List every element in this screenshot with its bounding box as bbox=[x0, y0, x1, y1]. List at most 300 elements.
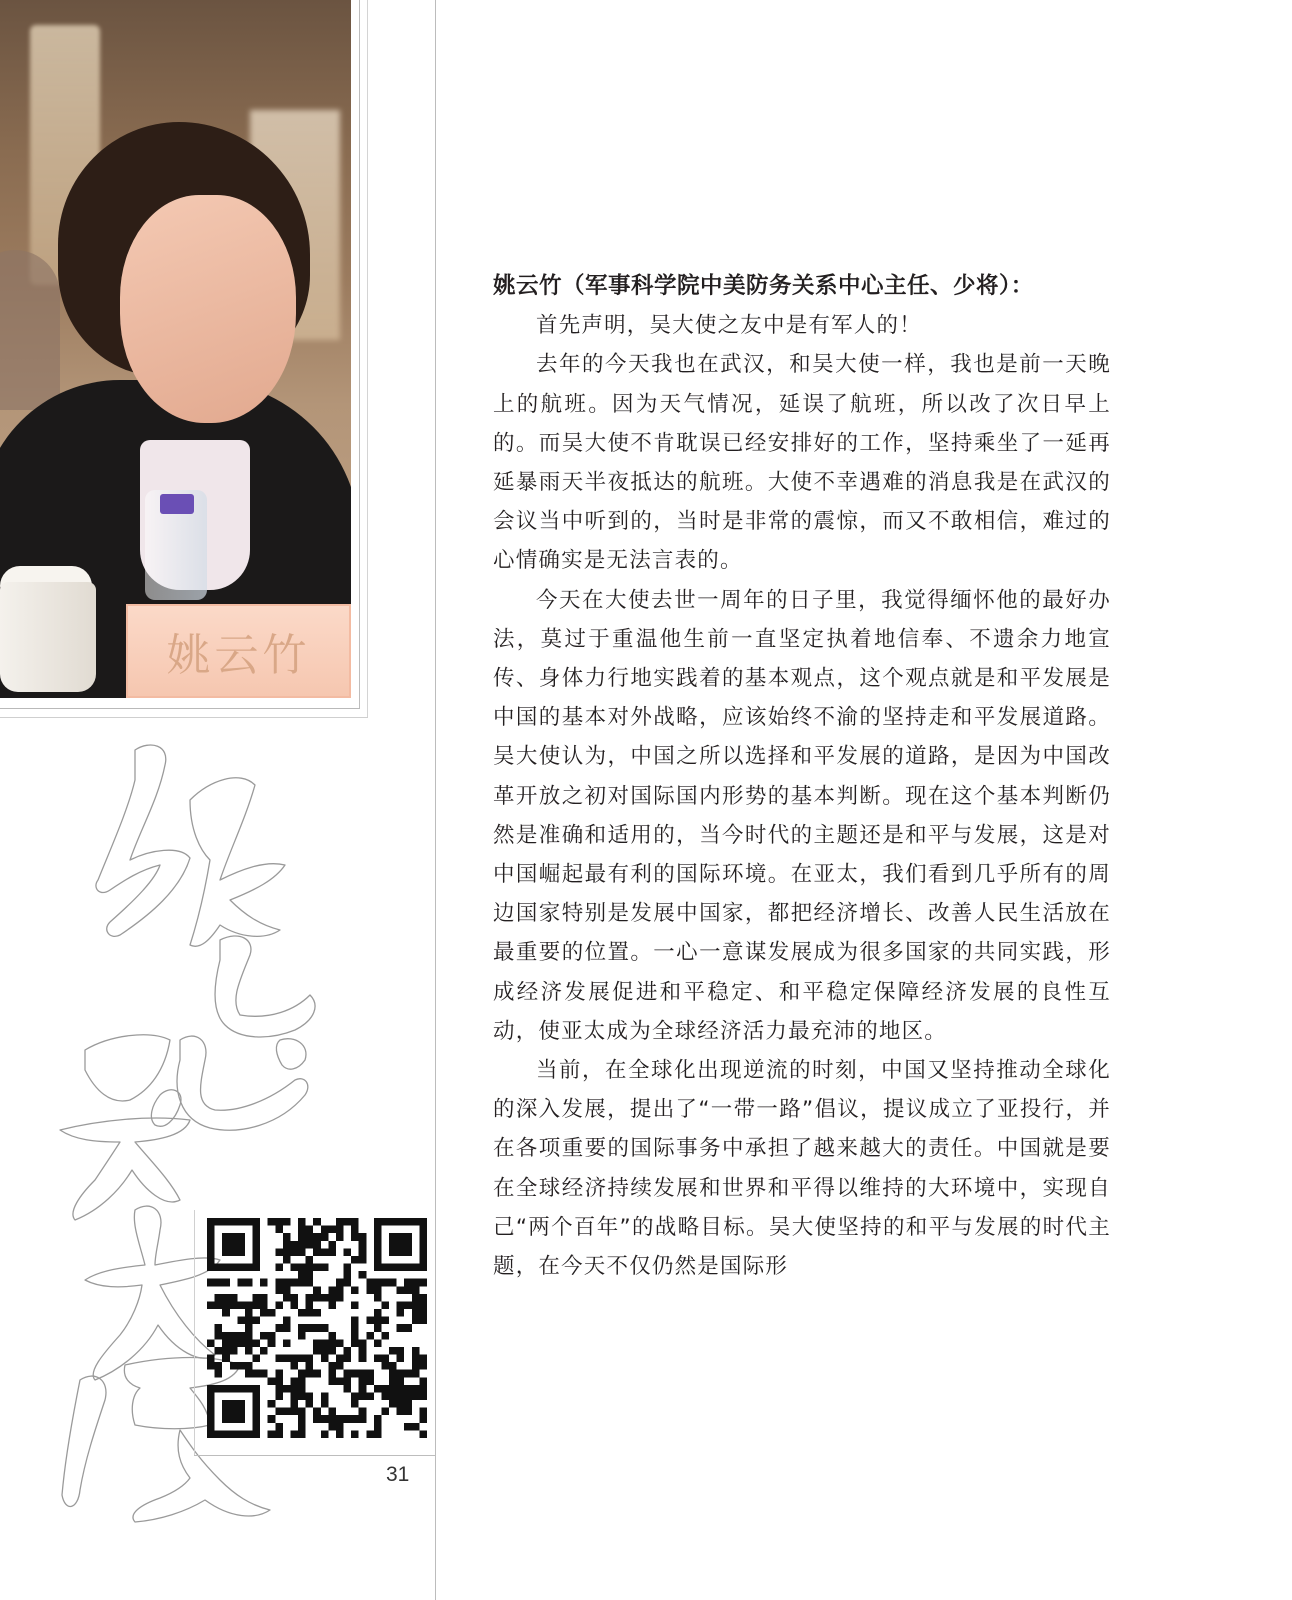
qr-module bbox=[215, 1332, 223, 1340]
photo-frame-line bbox=[0, 717, 368, 718]
qr-module bbox=[344, 1370, 352, 1378]
qr-module bbox=[275, 1324, 283, 1332]
qr-module bbox=[298, 1264, 306, 1272]
photo-frame-line bbox=[359, 0, 360, 709]
qr-module bbox=[298, 1430, 306, 1438]
qr-module bbox=[222, 1233, 230, 1241]
qr-module bbox=[207, 1339, 215, 1347]
qr-module bbox=[419, 1415, 427, 1423]
qr-module bbox=[245, 1339, 253, 1347]
page-number: 31 bbox=[386, 1463, 410, 1486]
qr-module bbox=[419, 1226, 427, 1234]
qr-module bbox=[366, 1377, 374, 1385]
qr-module bbox=[230, 1233, 238, 1241]
qr-module bbox=[374, 1324, 382, 1332]
qr-module bbox=[306, 1301, 314, 1309]
qr-module bbox=[222, 1430, 230, 1438]
qr-module bbox=[336, 1430, 344, 1438]
qr-module bbox=[359, 1392, 367, 1400]
qr-module bbox=[283, 1248, 291, 1256]
qr-module bbox=[374, 1430, 382, 1438]
qr-module bbox=[290, 1430, 298, 1438]
qr-module bbox=[412, 1294, 420, 1302]
qr-module bbox=[207, 1279, 215, 1287]
qr-module bbox=[389, 1400, 397, 1408]
qr-module bbox=[245, 1347, 253, 1355]
qr-module bbox=[215, 1362, 223, 1370]
qr-module bbox=[222, 1385, 230, 1393]
qr-module bbox=[351, 1430, 359, 1438]
qr-module bbox=[374, 1226, 382, 1234]
qr-module bbox=[268, 1332, 276, 1340]
qr-module bbox=[397, 1218, 405, 1226]
qr-module bbox=[313, 1324, 321, 1332]
qr-module bbox=[230, 1385, 238, 1393]
nameplate-text: 姚云竹 bbox=[166, 630, 311, 681]
qr-module bbox=[397, 1264, 405, 1272]
qr-module bbox=[283, 1294, 291, 1302]
qr-module bbox=[344, 1377, 352, 1385]
qr-module bbox=[245, 1309, 253, 1317]
qr-module bbox=[253, 1385, 261, 1393]
qr-module bbox=[215, 1347, 223, 1355]
qr-module bbox=[321, 1392, 329, 1400]
qr-module bbox=[230, 1347, 238, 1355]
qr-module bbox=[366, 1279, 374, 1287]
qr-module bbox=[351, 1218, 359, 1226]
qr-module bbox=[306, 1309, 314, 1317]
qr-module bbox=[321, 1415, 329, 1423]
qr-module bbox=[321, 1226, 329, 1234]
qr-module bbox=[215, 1370, 223, 1378]
qr-module bbox=[215, 1279, 223, 1287]
qr-module bbox=[419, 1392, 427, 1400]
qr-module bbox=[253, 1226, 261, 1234]
qr-module bbox=[389, 1279, 397, 1287]
qr-module bbox=[313, 1264, 321, 1272]
qr-module bbox=[207, 1385, 215, 1393]
qr-module bbox=[412, 1218, 420, 1226]
qr-module bbox=[336, 1294, 344, 1302]
qr-module bbox=[306, 1362, 314, 1370]
qr-module bbox=[328, 1377, 336, 1385]
qr-module bbox=[290, 1264, 298, 1272]
qr-module bbox=[237, 1415, 245, 1423]
qr-module bbox=[328, 1294, 336, 1302]
qr-module bbox=[253, 1423, 261, 1431]
qr-module bbox=[290, 1294, 298, 1302]
qr-module bbox=[336, 1286, 344, 1294]
qr-module bbox=[245, 1317, 253, 1325]
qr-module bbox=[298, 1408, 306, 1416]
qr-module bbox=[290, 1362, 298, 1370]
qr-module bbox=[230, 1332, 238, 1340]
qr-module bbox=[412, 1355, 420, 1363]
qr-module bbox=[313, 1415, 321, 1423]
qr-module bbox=[397, 1248, 405, 1256]
qr-module bbox=[260, 1332, 268, 1340]
qr-module bbox=[275, 1248, 283, 1256]
qr-module bbox=[366, 1332, 374, 1340]
qr-module bbox=[374, 1423, 382, 1431]
qr-module bbox=[253, 1430, 261, 1438]
qr-module bbox=[306, 1241, 314, 1249]
qr-module bbox=[381, 1264, 389, 1272]
qr-module bbox=[419, 1279, 427, 1287]
qr-module bbox=[344, 1347, 352, 1355]
qr-module bbox=[321, 1400, 329, 1408]
nameplate bbox=[126, 604, 351, 698]
qr-module bbox=[366, 1370, 374, 1378]
qr-module bbox=[283, 1317, 291, 1325]
qr-module bbox=[268, 1430, 276, 1438]
qr-module bbox=[389, 1362, 397, 1370]
qr-module bbox=[298, 1370, 306, 1378]
qr-module bbox=[374, 1248, 382, 1256]
qr-module bbox=[253, 1233, 261, 1241]
qr-module bbox=[321, 1430, 329, 1438]
qr-module bbox=[253, 1339, 261, 1347]
qr-module bbox=[298, 1415, 306, 1423]
qr-module bbox=[351, 1415, 359, 1423]
qr-module bbox=[419, 1309, 427, 1317]
qr-module bbox=[351, 1324, 359, 1332]
qr-module bbox=[328, 1286, 336, 1294]
qr-module bbox=[351, 1332, 359, 1340]
qr-module bbox=[260, 1301, 268, 1309]
qr-module bbox=[290, 1248, 298, 1256]
qr-module bbox=[359, 1256, 367, 1264]
qr-module bbox=[374, 1233, 382, 1241]
qr-module bbox=[275, 1377, 283, 1385]
qr-module bbox=[359, 1415, 367, 1423]
article-body bbox=[493, 267, 1111, 1286]
qr-module bbox=[359, 1248, 367, 1256]
qr-module bbox=[351, 1317, 359, 1325]
qr-module bbox=[351, 1286, 359, 1294]
qr-module bbox=[253, 1256, 261, 1264]
qr-module bbox=[404, 1400, 412, 1408]
qr-module bbox=[306, 1226, 314, 1234]
qr-module bbox=[215, 1301, 223, 1309]
qr-module bbox=[230, 1241, 238, 1249]
qr-module bbox=[336, 1218, 344, 1226]
qr-module bbox=[237, 1248, 245, 1256]
qr-module bbox=[344, 1385, 352, 1393]
qr-module bbox=[298, 1233, 306, 1241]
qr-module bbox=[351, 1400, 359, 1408]
qr-module bbox=[275, 1392, 283, 1400]
photo-face bbox=[120, 195, 296, 423]
qr-module bbox=[237, 1339, 245, 1347]
qr-module bbox=[336, 1226, 344, 1234]
qr-module bbox=[389, 1392, 397, 1400]
qr-module bbox=[207, 1241, 215, 1249]
qr-module bbox=[419, 1241, 427, 1249]
qr-module bbox=[359, 1271, 367, 1279]
qr-module bbox=[215, 1294, 223, 1302]
qr-module bbox=[215, 1385, 223, 1393]
qr-module bbox=[374, 1241, 382, 1249]
qr-module bbox=[290, 1408, 298, 1416]
qr-module bbox=[412, 1347, 420, 1355]
qr-module bbox=[397, 1324, 405, 1332]
qr-module bbox=[328, 1370, 336, 1378]
qr-module bbox=[268, 1400, 276, 1408]
qr-module bbox=[389, 1233, 397, 1241]
qr-module bbox=[313, 1218, 321, 1226]
qr-module bbox=[397, 1301, 405, 1309]
qr-module bbox=[359, 1377, 367, 1385]
qr-module bbox=[207, 1233, 215, 1241]
qr-module bbox=[374, 1339, 382, 1347]
qr-module bbox=[374, 1264, 382, 1272]
qr-module bbox=[404, 1279, 412, 1287]
qr-module bbox=[207, 1430, 215, 1438]
qr-module bbox=[374, 1309, 382, 1317]
qr-module bbox=[275, 1286, 283, 1294]
qr-module bbox=[290, 1377, 298, 1385]
qr-module bbox=[207, 1264, 215, 1272]
qr-module bbox=[313, 1233, 321, 1241]
qr-module bbox=[412, 1385, 420, 1393]
qr-module bbox=[290, 1355, 298, 1363]
qr-module bbox=[222, 1264, 230, 1272]
qr-module bbox=[207, 1301, 215, 1309]
qr-module bbox=[222, 1408, 230, 1416]
qr-module bbox=[366, 1317, 374, 1325]
qr-module bbox=[412, 1362, 420, 1370]
qr-module bbox=[260, 1279, 268, 1287]
qr-module bbox=[237, 1317, 245, 1325]
qr-module bbox=[207, 1256, 215, 1264]
qr-module bbox=[328, 1226, 336, 1234]
qr-module bbox=[253, 1392, 261, 1400]
qr-module bbox=[306, 1324, 314, 1332]
qr-module bbox=[344, 1415, 352, 1423]
qr-module bbox=[321, 1294, 329, 1302]
qr-module bbox=[230, 1248, 238, 1256]
qr-module bbox=[245, 1430, 253, 1438]
qr-module bbox=[321, 1355, 329, 1363]
qr-module bbox=[404, 1233, 412, 1241]
qr-module bbox=[298, 1423, 306, 1431]
qr-module bbox=[215, 1218, 223, 1226]
qr-module bbox=[359, 1408, 367, 1416]
qr-module bbox=[215, 1324, 223, 1332]
qr-module bbox=[412, 1423, 420, 1431]
qr-module bbox=[306, 1271, 314, 1279]
qr-module bbox=[313, 1339, 321, 1347]
qr-module bbox=[351, 1233, 359, 1241]
qr-module bbox=[313, 1370, 321, 1378]
qr-module bbox=[366, 1430, 374, 1438]
qr-module bbox=[268, 1309, 276, 1317]
qr-module bbox=[381, 1317, 389, 1325]
qr-module bbox=[207, 1248, 215, 1256]
column-divider bbox=[435, 0, 436, 1600]
qr-module bbox=[253, 1301, 261, 1309]
qr-module bbox=[253, 1370, 261, 1378]
qr-module bbox=[245, 1324, 253, 1332]
qr-module bbox=[336, 1339, 344, 1347]
qr-module bbox=[404, 1218, 412, 1226]
qr-module bbox=[283, 1218, 291, 1226]
qr-module bbox=[222, 1400, 230, 1408]
qr-module bbox=[381, 1392, 389, 1400]
qr-module bbox=[275, 1301, 283, 1309]
qr-module bbox=[230, 1408, 238, 1416]
qr-module bbox=[237, 1332, 245, 1340]
qr-module bbox=[412, 1392, 420, 1400]
qr-module bbox=[298, 1324, 306, 1332]
qr-module bbox=[207, 1400, 215, 1408]
qr-module bbox=[275, 1279, 283, 1287]
qr-module bbox=[245, 1385, 253, 1393]
qr-module bbox=[268, 1339, 276, 1347]
qr-module bbox=[397, 1355, 405, 1363]
qr-module bbox=[298, 1309, 306, 1317]
qr-module bbox=[237, 1385, 245, 1393]
qr-module bbox=[290, 1279, 298, 1287]
qr-module bbox=[298, 1355, 306, 1363]
qr-module bbox=[298, 1279, 306, 1287]
qr-module bbox=[336, 1423, 344, 1431]
qr-module bbox=[275, 1355, 283, 1363]
qr-module bbox=[245, 1301, 253, 1309]
qr-module bbox=[404, 1385, 412, 1393]
qr-module bbox=[230, 1218, 238, 1226]
qr-module bbox=[321, 1324, 329, 1332]
qr-module bbox=[237, 1301, 245, 1309]
qr-module bbox=[419, 1233, 427, 1241]
qr-module bbox=[419, 1385, 427, 1393]
qr-module bbox=[336, 1415, 344, 1423]
qr-module bbox=[321, 1264, 329, 1272]
qr-module bbox=[298, 1385, 306, 1393]
qr-module bbox=[253, 1294, 261, 1302]
qr-module bbox=[222, 1332, 230, 1340]
qr-module bbox=[321, 1339, 329, 1347]
qr-module bbox=[313, 1408, 321, 1416]
qr-module bbox=[389, 1370, 397, 1378]
qr-module bbox=[275, 1264, 283, 1272]
qr-module bbox=[207, 1226, 215, 1234]
water-bottle-cap bbox=[160, 494, 194, 514]
qr-module bbox=[321, 1347, 329, 1355]
qr-module bbox=[283, 1339, 291, 1347]
qr-module bbox=[351, 1370, 359, 1378]
qr-module bbox=[328, 1423, 336, 1431]
qr-module bbox=[404, 1301, 412, 1309]
qr-module bbox=[419, 1218, 427, 1226]
qr-module bbox=[412, 1286, 420, 1294]
qr-module bbox=[222, 1415, 230, 1423]
qr-module bbox=[222, 1309, 230, 1317]
qr-module bbox=[359, 1233, 367, 1241]
qr-module bbox=[298, 1218, 306, 1226]
qr-frame-line bbox=[194, 1210, 195, 1456]
qr-module bbox=[336, 1355, 344, 1363]
qr-module bbox=[344, 1279, 352, 1287]
qr-module bbox=[404, 1324, 412, 1332]
qr-module bbox=[359, 1370, 367, 1378]
qr-module bbox=[237, 1362, 245, 1370]
qr-module bbox=[344, 1355, 352, 1363]
qr-module bbox=[397, 1377, 405, 1385]
qr-module bbox=[328, 1415, 336, 1423]
qr-module bbox=[359, 1339, 367, 1347]
qr-module bbox=[374, 1294, 382, 1302]
qr-module bbox=[328, 1339, 336, 1347]
qr-module bbox=[389, 1248, 397, 1256]
qr-module bbox=[290, 1385, 298, 1393]
qr-module bbox=[230, 1301, 238, 1309]
qr-module bbox=[328, 1362, 336, 1370]
qr-module bbox=[381, 1332, 389, 1340]
qr-module bbox=[207, 1355, 215, 1363]
qr-module bbox=[237, 1400, 245, 1408]
qr-module bbox=[419, 1362, 427, 1370]
qr-module bbox=[306, 1279, 314, 1287]
qr-module bbox=[222, 1218, 230, 1226]
qr-module bbox=[419, 1377, 427, 1385]
qr-module bbox=[306, 1355, 314, 1363]
qr-module bbox=[374, 1317, 382, 1325]
qr-module bbox=[230, 1294, 238, 1302]
qr-module bbox=[313, 1286, 321, 1294]
qr-module bbox=[245, 1332, 253, 1340]
qr-module bbox=[419, 1430, 427, 1438]
qr-module bbox=[222, 1355, 230, 1363]
qr-module bbox=[313, 1248, 321, 1256]
qr-module bbox=[207, 1408, 215, 1416]
qr-module bbox=[222, 1294, 230, 1302]
qr-module bbox=[298, 1271, 306, 1279]
qr-module bbox=[283, 1324, 291, 1332]
qr-module bbox=[253, 1264, 261, 1272]
qr-module bbox=[237, 1430, 245, 1438]
qr-module bbox=[283, 1408, 291, 1416]
qr-module bbox=[245, 1264, 253, 1272]
qr-module bbox=[419, 1355, 427, 1363]
qr-module bbox=[207, 1218, 215, 1226]
qr-module bbox=[260, 1370, 268, 1378]
qr-module bbox=[290, 1301, 298, 1309]
qr-module bbox=[374, 1415, 382, 1423]
qr-module bbox=[306, 1264, 314, 1272]
qr-code-icon[interactable] bbox=[207, 1218, 427, 1438]
qr-module bbox=[298, 1377, 306, 1385]
photo-background-person bbox=[0, 250, 60, 410]
qr-module bbox=[275, 1430, 283, 1438]
qr-module bbox=[351, 1256, 359, 1264]
qr-module bbox=[328, 1332, 336, 1340]
qr-module bbox=[230, 1339, 238, 1347]
qr-module bbox=[381, 1279, 389, 1287]
qr-module bbox=[351, 1339, 359, 1347]
qr-module bbox=[283, 1286, 291, 1294]
qr-module bbox=[245, 1370, 253, 1378]
qr-module bbox=[397, 1309, 405, 1317]
qr-module bbox=[412, 1309, 420, 1317]
qr-module bbox=[283, 1233, 291, 1241]
qr-module bbox=[290, 1241, 298, 1249]
qr-module bbox=[344, 1218, 352, 1226]
paragraph: 首先声明，吴大使之友中是有军人的！ bbox=[536, 313, 922, 339]
qr-module bbox=[306, 1400, 314, 1408]
qr-module bbox=[222, 1248, 230, 1256]
